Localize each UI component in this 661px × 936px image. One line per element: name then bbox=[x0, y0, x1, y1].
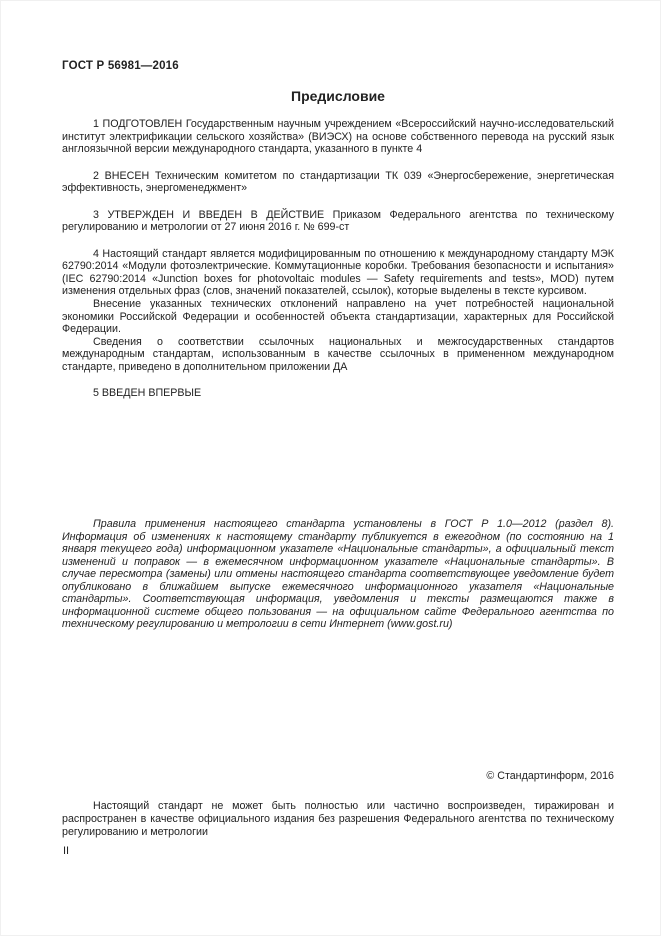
application-rules-note bbox=[62, 518, 614, 631]
foreword-item-2: 2 ВНЕСЕН Техническим комитетом по стандартизации ТК 039 «Энергосбережение, энергетическая эффективность, энергоменеджмент» bbox=[62, 169, 614, 195]
foreword-item-4: 4 Настоящий стандарт является модифицированным по отношению к международному стандарту МЭК 62790:2014 «Модули фотоэлектрические. Коммутационные коробки. Требования безопасности и испытания» (IEC 62790:2014 «Junction boxes for photovoltaic modules — Safety requirements and tests», MOD) путем изменения отдельных фраз (слов, значений показателей, ссылок), которые выделены в тексте курсивом. bbox=[62, 247, 614, 298]
copyright-line: © Стандартинформ, 2016 bbox=[486, 770, 614, 782]
page-title: Предисловие bbox=[291, 88, 385, 104]
foreword-item-4-deviations: Внесение указанных технических отклонений направлено на учет потребностей национальной экономики Российской Федерации и особенностей объекта стандартизации, характерных для Российской Федерации. bbox=[62, 298, 614, 336]
foreword-section bbox=[62, 118, 614, 400]
foreword-item-1: 1 ПОДГОТОВЛЕН Государственным научным учреждением «Всероссийский научно-исследовательский институт электрификации сельского хозяйства» (ВИЭСХ) на основе собственного перевода на русский язык англоязычной версии международного стандарта, указанного в пункте 4 bbox=[62, 118, 614, 156]
reproduction-restriction-text: Настоящий стандарт не может быть полностью или частично воспроизведен, тиражирован и распространен в качестве официального издания без разрешения Федерального агентства по техническому регулированию и метрологии bbox=[62, 800, 614, 838]
foreword-item-5: 5 ВВЕДЕН ВПЕРВЫЕ bbox=[93, 387, 202, 400]
page-number: II bbox=[63, 845, 70, 857]
foreword-item-4-references: Сведения о соответствии ссылочных национальных и межгосударственных стандартов международным стандартам, использованным в качестве ссылочных в примененном международном стандарте, приведено в дополнительном приложении ДА bbox=[62, 335, 614, 373]
document-code: ГОСТ Р 56981—2016 bbox=[62, 60, 179, 72]
reproduction-restriction-note bbox=[62, 800, 614, 839]
foreword-item-3: 3 УТВЕРЖДЕН И ВВЕДЕН В ДЕЙСТВИЕ Приказом Федерального агентства по техническому регулированию и метрологии от 27 июня 2016 г. № 699-ст bbox=[62, 208, 614, 234]
application-rules-text: Правила применения настоящего стандарта установлены в ГОСТ Р 1.0—2012 (раздел 8). Информация об изменениях к настоящему стандарту публикуется в ежегодном (по состоянию на 1 января текущего года) информационном указателе «Национальные стандарты», а официальный текст изменений и поправок — в ежемесячном информационном указателе «Национальные стандарты». В случае пересмотра (замены) или отмены настоящего стандарта соответствующее уведомление будет опубликовано в ближайшем выпуске ежемесячного информационного указателя «Национальные стандарты». Соответствующая информация, уведомления и тексты размещаются также в информационной системе общего пользования — на официальном сайте Федерального агентства по техническому регулированию и метрологии в сети Интернет (www.gost.ru) bbox=[62, 518, 614, 631]
